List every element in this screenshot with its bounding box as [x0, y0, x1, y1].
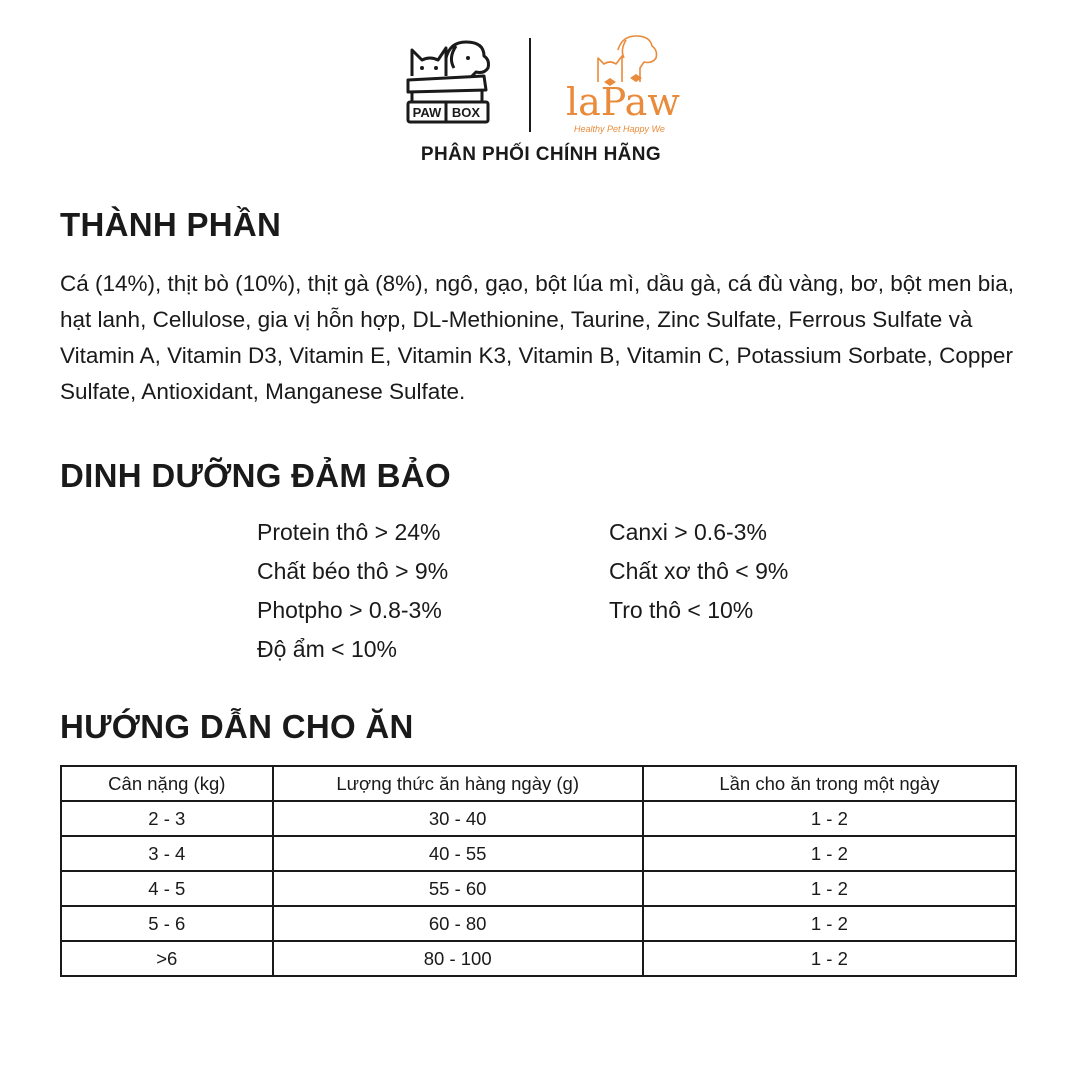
- pawbox-logo-word-box: BOX: [451, 105, 481, 120]
- table-cell: 4 - 5: [61, 871, 273, 906]
- table-row: [61, 871, 1016, 906]
- nutrition-title: DINH DƯỠNG ĐẢM BẢO: [60, 457, 451, 494]
- feeding-table: [60, 765, 1017, 977]
- table-cell: 40 - 55: [273, 836, 643, 871]
- ingredients-text: Cá (14%), thịt bò (10%), thịt gà (8%), ngô, gạo, bột lúa mì, dầu gà, cá đù vàng, bơ, bột men bia, hạt lanh, Cellulose, gia vị hỗn hợp, DL-Methionine, Taurine, Zinc Sulfate, Ferrous Sulfate và Vitamin A, Vitamin D3, Vitamin E, Vitamin K3, Vitamin B, Vitamin C, Potassium Sorbate, Copper Sulfate, Antioxidant, Manganese Sulfate.: [60, 271, 1015, 404]
- nutrition-item: Độ ẩm < 10%: [257, 636, 397, 662]
- table-cell: 1 - 2: [643, 836, 1016, 871]
- table-cell: 1 - 2: [643, 801, 1016, 836]
- pawbox-logo: [398, 36, 494, 128]
- table-cell: 55 - 60: [273, 871, 643, 906]
- table-cell: 80 - 100: [273, 941, 643, 976]
- logo-divider: [529, 38, 531, 132]
- table-cell: 1 - 2: [643, 871, 1016, 906]
- column-header-weight: Cân nặng (kg): [61, 766, 273, 801]
- nutrition-column-right: [609, 513, 788, 630]
- table-cell: 5 - 6: [61, 906, 273, 941]
- table-cell: 60 - 80: [273, 906, 643, 941]
- table-row: [61, 906, 1016, 941]
- ingredients-title: THÀNH PHẦN: [60, 206, 282, 243]
- nutrition-item: Chất xơ thô < 9%: [609, 558, 789, 584]
- nutrition-list: [257, 513, 877, 673]
- column-header-meals-per-day: Lần cho ăn trong một ngày: [643, 766, 1016, 801]
- feeding-title: HƯỚNG DẪN CHO ĂN: [60, 708, 414, 745]
- table-cell: >6: [61, 941, 273, 976]
- table-row: [61, 801, 1016, 836]
- distributor-label: PHÂN PHỐI CHÍNH HÃNG: [420, 144, 662, 165]
- table-row: [61, 941, 1016, 976]
- table-cell: 2 - 3: [61, 801, 273, 836]
- column-header-daily-amount: Lượng thức ăn hàng ngày (g): [273, 766, 643, 801]
- nutrition-item: Protein thô > 24%: [257, 519, 441, 545]
- table-cell: 1 - 2: [643, 906, 1016, 941]
- pawbox-logo-word-paw: PAW: [412, 105, 442, 120]
- lapaw-logo: [560, 32, 690, 138]
- brand-header: [0, 30, 1080, 170]
- lapaw-tagline: Healthy Pet Happy We: [574, 124, 665, 134]
- table-cell: 3 - 4: [61, 836, 273, 871]
- nutrition-column-left: [257, 513, 448, 669]
- lapaw-wordmark: laPaw: [566, 80, 680, 124]
- table-header-row: [61, 766, 1016, 801]
- table-cell: 1 - 2: [643, 941, 1016, 976]
- nutrition-item: Tro thô < 10%: [609, 597, 754, 623]
- nutrition-item: Canxi > 0.6-3%: [609, 519, 767, 545]
- table-row: [61, 836, 1016, 871]
- nutrition-item: Chất béo thô > 9%: [257, 558, 449, 584]
- table-cell: 30 - 40: [273, 801, 643, 836]
- nutrition-item: Photpho > 0.8-3%: [257, 597, 442, 623]
